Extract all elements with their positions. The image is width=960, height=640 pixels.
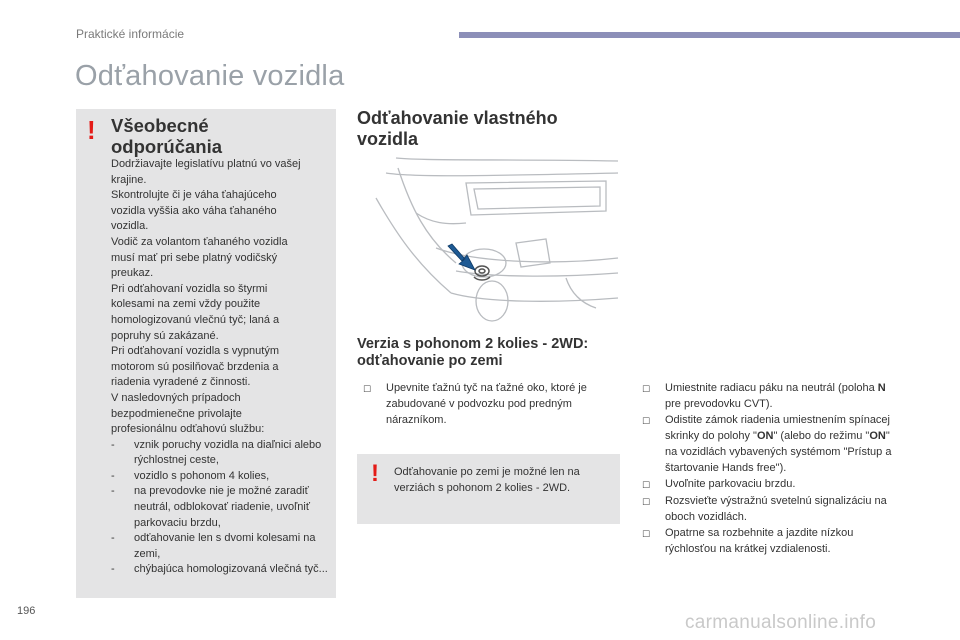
text-line: vozidla vyššia ako váha ťahaného bbox=[111, 204, 277, 217]
text-line: bezpodmienečne privolajte bbox=[111, 407, 242, 420]
list-item: - na prevodovke nie je možné zaradiť neutrál, odblokovať riadenie, uvoľniť parkovaciu brzdu, bbox=[111, 485, 310, 529]
general-recommendations-box bbox=[76, 109, 336, 598]
text-line: popruhy sú zakázané. bbox=[111, 329, 219, 342]
text-line: Dodržiavajte legislatívu platnú vo vašej bbox=[111, 158, 301, 170]
list-item: - vozidlo s pohonom 4 kolies, bbox=[111, 469, 270, 482]
text-line: homologizovanú vlečnú tyč; laná a bbox=[111, 313, 280, 326]
general-recommendations-title: Všeobecné odporúčania bbox=[111, 115, 223, 157]
exclamation-icon: ! bbox=[371, 460, 379, 487]
list-item: - vznik poruchy vozidla na diaľnici alebo rýchlostnej ceste, bbox=[111, 438, 322, 467]
text-line: kolesami na zemi vždy použite bbox=[111, 298, 261, 311]
checkbox-icon: ☐ bbox=[642, 480, 651, 490]
header-accent-bar bbox=[459, 32, 960, 38]
text-line: Skontrolujte či je váha ťahajúceho bbox=[111, 189, 277, 202]
text-line: profesionálnu odťahovú službu: bbox=[111, 423, 265, 436]
text-line: Pri odťahovaní vozidla s vypnutým bbox=[111, 345, 279, 358]
checkbox-icon: ☐ bbox=[363, 384, 372, 394]
step-item: ☐ Umiestnite radiacu páku na neutrál (poloha N pre prevodovku CVT). bbox=[642, 382, 886, 410]
section-label: Praktické informácie bbox=[76, 27, 185, 41]
text-line: V nasledovných prípadoch bbox=[111, 391, 241, 404]
list-item: - odťahovanie len s dvomi kolesami na zemi, bbox=[111, 532, 316, 560]
note-text: Odťahovanie po zemi je možné len na verziách s pohonom 2 kolies - 2WD. bbox=[394, 466, 580, 494]
watermark: carmanualsonline.info bbox=[685, 612, 877, 633]
step-item: ☐ Opatrne sa rozbehnite a jazdite nízkou rýchlosťou na krátkej vzdialenosti. bbox=[642, 527, 854, 555]
own-vehicle-heading: Odťahovanie vlastného vozidla bbox=[357, 108, 558, 149]
page-title: Odťahovanie vozidla bbox=[75, 60, 345, 92]
text-line: motorom sú posilňovač brzdenia a bbox=[111, 360, 279, 373]
checkbox-icon: ☐ bbox=[642, 416, 651, 426]
text-line: riadenia vyradené z činnosti. bbox=[111, 376, 251, 389]
text-line: preukaz. bbox=[111, 267, 154, 280]
general-recommendations-text bbox=[111, 157, 331, 578]
checkbox-icon: ☐ bbox=[642, 529, 651, 539]
text-line: krajine. bbox=[111, 173, 147, 186]
two-wd-heading: Verzia s pohonom 2 kolies - 2WD: odťahovanie po zemi bbox=[357, 336, 589, 369]
step-item: ☐ Upevnite ťažnú tyč na ťažné oko, ktoré je zabudované v podvozku pod predným nárazníkom. bbox=[363, 382, 587, 426]
exclamation-icon: ! bbox=[87, 115, 96, 145]
left-steps bbox=[363, 380, 613, 428]
list-item: - chýbajúca homologizovaná vlečná tyč... bbox=[111, 563, 328, 576]
step-item: ☐ Uvoľnite parkovaciu brzdu. bbox=[642, 476, 904, 493]
checkbox-icon: ☐ bbox=[642, 497, 651, 507]
text-line: Pri odťahovaní vozidla so štyrmi bbox=[111, 282, 268, 295]
right-steps bbox=[642, 380, 904, 557]
text-line: vozidla. bbox=[111, 220, 149, 233]
towing-eye-illustration bbox=[356, 153, 620, 323]
step-item: ☐ Rozsvieťte výstražnú svetelnú signalizáciu na oboch vozidlách. bbox=[642, 495, 887, 523]
page-number: 196 bbox=[17, 605, 36, 617]
checkbox-icon: ☐ bbox=[642, 384, 651, 394]
note-box bbox=[357, 454, 620, 524]
text-line: Vodič za volantom ťahaného vozidla bbox=[111, 235, 288, 248]
text-line: musí mať pri sebe platný vodičský bbox=[111, 251, 278, 264]
step-item: ☐ Odistite zámok riadenia umiestnením spínacej skrinky do polohy "ON" (alebo do režimu "ON" na vozidlách vybavených systémom "Prístup a štartovanie Hands free"). bbox=[642, 414, 892, 474]
